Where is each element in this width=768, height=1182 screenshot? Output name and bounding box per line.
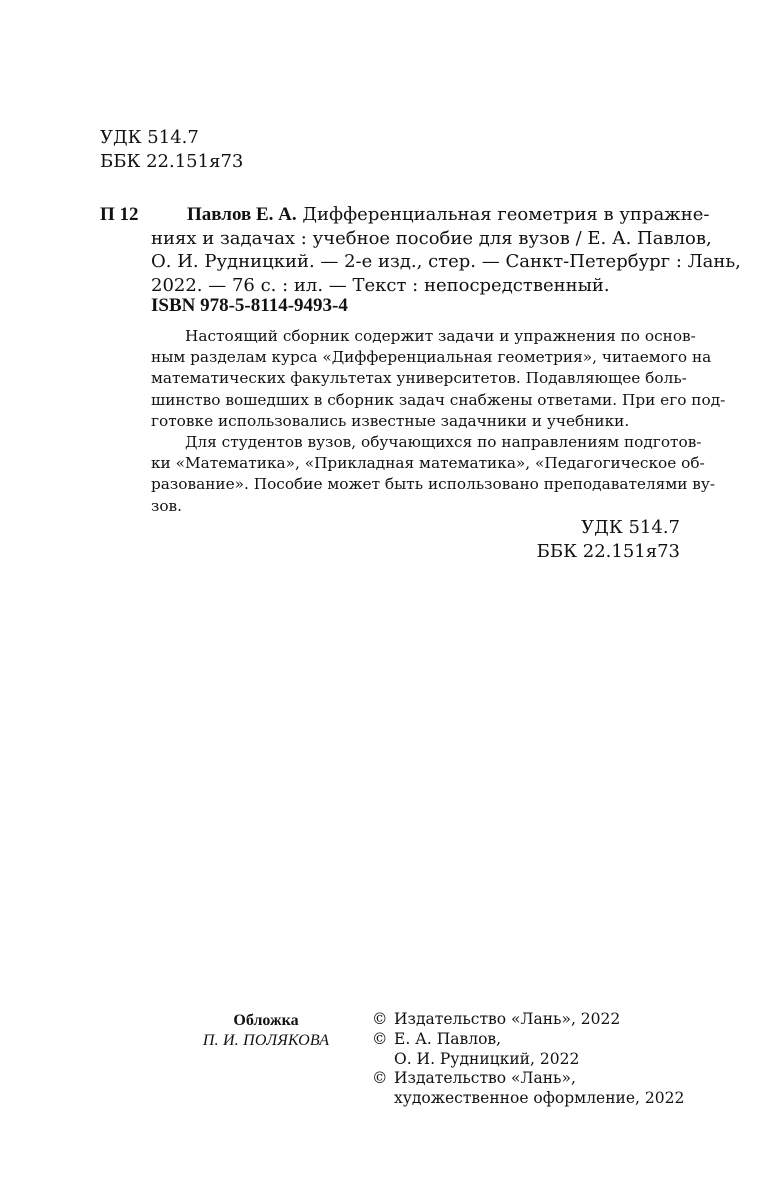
abstract-line: математических факультетах университетов. Подавляющее боль- [151,369,687,388]
entry-line-3: О. И. Рудницкий. — 2-е изд., стер. — Санкт-Петербург : Лань, [151,251,741,272]
bibliographic-entry [100,203,741,297]
abstract-line: Для студентов вузов, обучающихся по направлениям подготов- [185,433,702,452]
copyright-block [372,1010,684,1109]
isbn: ISBN 978-5-8114-9493-4 [151,295,348,316]
author-name: Павлов Е. А. [187,204,297,225]
abstract [151,326,726,517]
author-sign: П 12 [100,204,139,225]
copyright-authors-cont: О. И. Рудницкий, 2022 [394,1049,580,1068]
entry-line-1 [100,203,710,227]
classification-top [100,126,243,174]
copyright-icon: © [372,1010,388,1028]
copyright-text: Издательство «Лань», [394,1069,576,1088]
abstract-line: шинство вошедших в сборник задач снабжены ответами. При его под- [151,390,726,409]
copyright-design-cont: художественное оформление, 2022 [394,1089,685,1108]
cover-credit [186,1011,346,1051]
abstract-line: ным разделам курса «Дифференциальная геометрия», читаемого на [151,348,712,367]
abstract-line: Настоящий сборник содержит задачи и упражнения по основ- [185,327,696,345]
bbk-code: ББК 22.151я73 [100,151,244,172]
entry-line-2: ниях и задачах : учебное пособие для вузов / Е. А. Павлов, [151,227,712,249]
udk-code: УДК 514.7 [581,517,680,538]
abstract-line: разование». Пособие может быть использовано преподавателями ву- [151,475,716,494]
entry-line-4: 2022. — 76 с. : ил. — Текст : непосредственный. [151,274,610,296]
abstract-line: ки «Математика», «Прикладная математика», «Педагогическое об- [151,454,705,473]
copyright-icon: © [372,1069,388,1088]
copyright-publisher [372,1010,684,1030]
cover-label: Обложка [233,1012,299,1029]
copyright-icon: © [372,1029,388,1048]
abstract-line: зов. [151,496,183,515]
abstract-line: готовке использовались известные задачники и учебники. [151,411,630,430]
copyright-text: Е. А. Павлов, [394,1029,502,1048]
bbk-code: ББК 22.151я73 [536,541,680,562]
udk-code: УДК 514.7 [100,127,199,148]
title-start: Дифференциальная геометрия в упражне- [302,204,710,225]
classification-bottom [537,516,680,564]
copyright-design [372,1069,684,1089]
copyright-text: Издательство «Лань», 2022 [394,1010,621,1028]
cover-designer: П. И. ПОЛЯКОВА [202,1032,330,1049]
copyright-authors [372,1030,684,1050]
